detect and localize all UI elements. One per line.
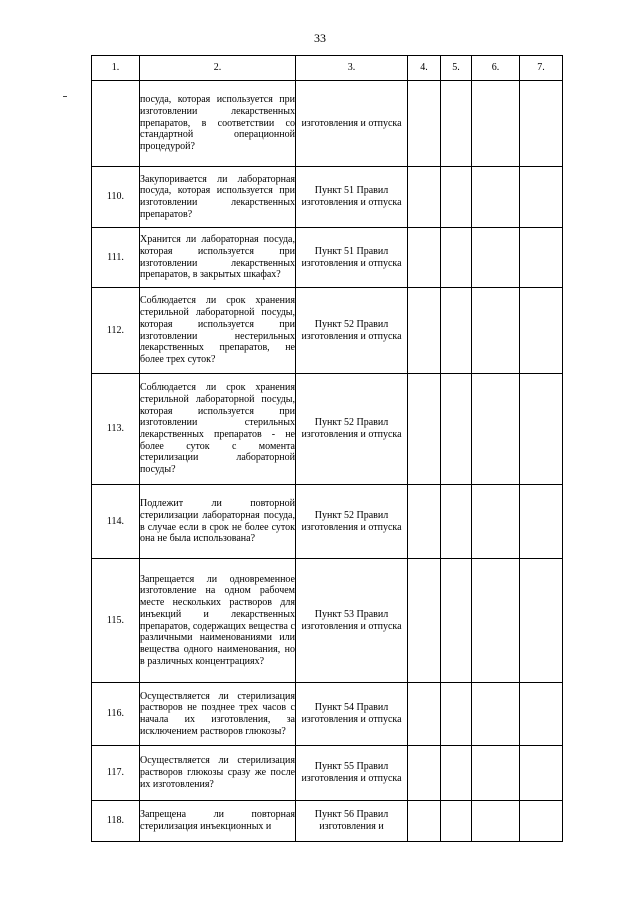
row-number: 113. [92,374,140,485]
empty-cell-col-4 [408,485,441,559]
row-number: 115. [92,559,140,683]
table-row [92,288,563,374]
question-text: Запрещается ли одновременное изготовление на одном рабочем месте нескольких растворов для инъекций и лекарственных препаратов, содержащих вещества с различными наименованиями или вещества одного наименования, но в различных концентрациях? [140,559,296,683]
question-text: Осуществляется ли стерилизация растворов не позднее трех часов с начала их изготовления, за исключением растворов глюкозы? [140,683,296,746]
empty-cell-col-4 [408,683,441,746]
legal-reference: Пункт 54 Правил изготовления и отпуска [296,683,408,746]
header-cell: 4. [408,56,441,81]
row-number: 116. [92,683,140,746]
row-number: 111. [92,228,140,288]
empty-cell-col-6 [472,228,520,288]
question-text: Осуществляется ли стерилизация растворов глюкозы сразу же после их изготовления? [140,746,296,801]
empty-cell-col-6 [472,81,520,167]
empty-cell-col-5 [441,746,472,801]
header-row [92,56,563,81]
row-number [92,81,140,167]
table-row [92,167,563,228]
table-row [92,559,563,683]
empty-cell-col-5 [441,374,472,485]
header-cell: 1. [92,56,140,81]
question-text: Соблюдается ли срок хранения стерильной лабораторной посуды, которая используется при изготовлении стерильных лекарственных препаратов - не более суток с момента стерилизации лабораторной посуды? [140,374,296,485]
empty-cell-col-4 [408,167,441,228]
legal-reference: Пункт 52 Правил изготовления и отпуска [296,288,408,374]
legal-reference: Пункт 56 Правил изготовления и [296,801,408,842]
question-text: посуда, которая используется при изготовлении лекарственных препаратов, в соответствии со стандартной операционной процедурой? [140,81,296,167]
empty-cell-col-7 [520,746,563,801]
checklist-table [91,55,563,842]
empty-cell-col-7 [520,485,563,559]
empty-cell-col-6 [472,683,520,746]
empty-cell-col-5 [441,167,472,228]
row-number: 118. [92,801,140,842]
empty-cell-col-6 [472,801,520,842]
question-text: Запрещена ли повторная стерилизация инъекционных и [140,801,296,842]
empty-cell-col-4 [408,288,441,374]
legal-reference: Пункт 51 Правил изготовления и отпуска [296,167,408,228]
legal-reference: Пункт 52 Правил изготовления и отпуска [296,485,408,559]
header-cell: 3. [296,56,408,81]
empty-cell-col-4 [408,228,441,288]
empty-cell-col-6 [472,374,520,485]
header-cell: 2. [140,56,296,81]
empty-cell-col-7 [520,683,563,746]
row-number: 117. [92,746,140,801]
empty-cell-col-7 [520,81,563,167]
table-row [92,374,563,485]
table-row [92,485,563,559]
empty-cell-col-7 [520,559,563,683]
empty-cell-col-5 [441,801,472,842]
question-text: Закупоривается ли лабораторная посуда, которая используется при изготовлении лекарственных препаратов? [140,167,296,228]
empty-cell-col-5 [441,228,472,288]
empty-cell-col-5 [441,559,472,683]
empty-cell-col-5 [441,81,472,167]
table-row [92,801,563,842]
table-row [92,746,563,801]
empty-cell-col-4 [408,374,441,485]
empty-cell-col-5 [441,485,472,559]
question-text: Подлежит ли повторной стерилизации лабораторная посуда, в случае если в срок не более суток она не была использована? [140,485,296,559]
empty-cell-col-4 [408,81,441,167]
header-cell: 5. [441,56,472,81]
empty-cell-col-6 [472,746,520,801]
table-row [92,228,563,288]
empty-cell-col-4 [408,801,441,842]
legal-reference: Пункт 55 Правил изготовления и отпуска [296,746,408,801]
legal-reference: Пункт 53 Правил изготовления и отпуска [296,559,408,683]
empty-cell-col-7 [520,228,563,288]
empty-cell-col-4 [408,559,441,683]
table-row [92,81,563,167]
empty-cell-col-6 [472,485,520,559]
empty-cell-col-5 [441,288,472,374]
empty-cell-col-6 [472,559,520,683]
legal-reference: Пункт 51 Правил изготовления и отпуска [296,228,408,288]
empty-cell-col-7 [520,288,563,374]
empty-cell-col-7 [520,801,563,842]
scan-mark [63,96,67,97]
header-cell: 6. [472,56,520,81]
empty-cell-col-5 [441,683,472,746]
empty-cell-col-4 [408,746,441,801]
question-text: Хранится ли лабораторная посуда, которая используется при изготовлении лекарственных препаратов, в закрытых шкафах? [140,228,296,288]
legal-reference: изготовления и отпуска [296,81,408,167]
empty-cell-col-7 [520,374,563,485]
empty-cell-col-7 [520,167,563,228]
question-text: Соблюдается ли срок хранения стерильной лабораторной посуды, которая используется при изготовлении нестерильных лекарственных препаратов, не более трех суток? [140,288,296,374]
row-number: 112. [92,288,140,374]
row-number: 114. [92,485,140,559]
row-number: 110. [92,167,140,228]
empty-cell-col-6 [472,167,520,228]
table-row [92,683,563,746]
header-cell: 7. [520,56,563,81]
empty-cell-col-6 [472,288,520,374]
page-number: 33 [314,31,326,45]
legal-reference: Пункт 52 Правил изготовления и отпуска [296,374,408,485]
